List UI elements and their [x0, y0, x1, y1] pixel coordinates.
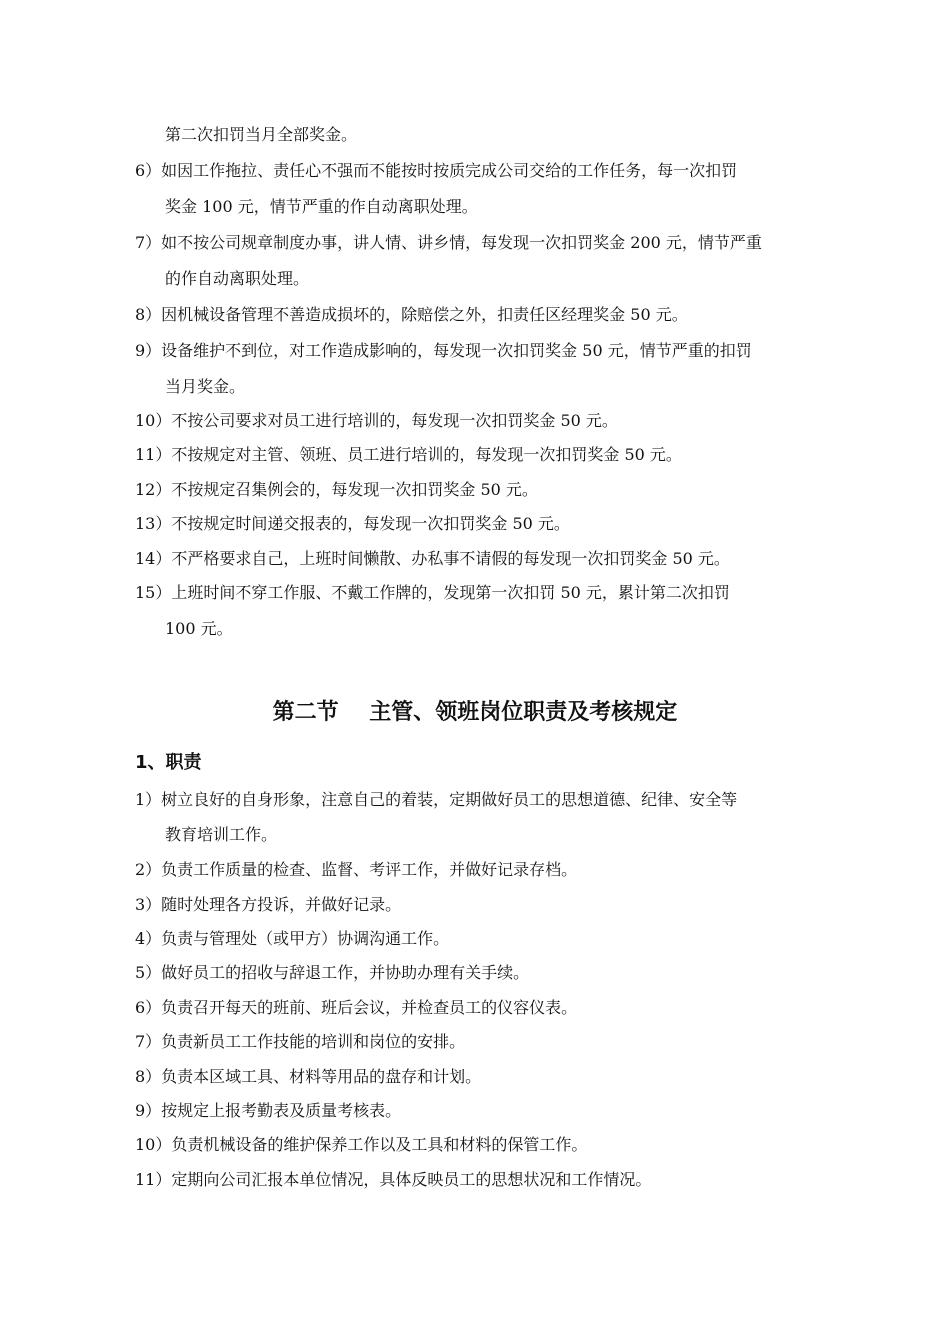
text-line: 10）不按公司要求对员工进行培训的，每发现一次扣罚奖金 50 元。	[135, 411, 618, 430]
text-line: 4）负责与管理处（或甲方）协调沟通工作。	[135, 929, 450, 948]
text-line: 的作自动离职处理。	[165, 269, 310, 288]
text-line: 第二次扣罚当月全部奖金。	[165, 125, 358, 144]
subsection-title: 1、职责	[135, 752, 202, 773]
text-line: 2）负责工作质量的检查、监督、考评工作，并做好记录存档。	[135, 860, 578, 879]
text-line: 100 元。	[165, 619, 233, 638]
text-line: 10）负责机械设备的维护保养工作以及工具和材料的保管工作。	[135, 1135, 588, 1154]
text-line: 5）做好员工的招收与辞退工作，并协助办理有关手续。	[135, 963, 530, 982]
text-line: 13）不按规定时间递交报表的，每发现一次扣罚奖金 50 元。	[135, 514, 570, 533]
text-line: 15）上班时间不穿工作服、不戴工作牌的，发现第一次扣罚 50 元，累计第二次扣罚	[135, 583, 730, 602]
text-line: 6）如因工作拖拉、责任心不强而不能按时按质完成公司交给的工作任务，每一次扣罚	[135, 161, 738, 180]
section-title: 第二节 主管、领班岗位职责及考核规定	[272, 700, 678, 725]
text-line: 8）因机械设备管理不善造成损坏的，除赔偿之外，扣责任区经理奖金 50 元。	[135, 305, 688, 324]
text-line: 11）定期向公司汇报本单位情况，具体反映员工的思想状况和工作情况。	[135, 1170, 652, 1189]
text-line: 奖金 100 元，情节严重的作自动离职处理。	[165, 197, 478, 216]
text-line: 8）负责本区域工具、材料等用品的盘存和计划。	[135, 1067, 482, 1086]
text-line: 6）负责召开每天的班前、班后会议，并检查员工的仪容仪表。	[135, 998, 578, 1017]
text-line: 11）不按规定对主管、领班、员工进行培训的，每发现一次扣罚奖金 50 元。	[135, 445, 682, 464]
text-line: 14）不严格要求自己，上班时间懒散、办私事不请假的每发现一次扣罚奖金 50 元。	[135, 549, 730, 568]
text-line: 3）随时处理各方投诉，并做好记录。	[135, 895, 402, 914]
text-line: 教育培训工作。	[165, 825, 278, 844]
text-line: 1）树立良好的自身形象，注意自己的着装，定期做好员工的思想道德、纪律、安全等	[135, 790, 738, 809]
text-line: 9）按规定上报考勤表及质量考核表。	[135, 1101, 402, 1120]
text-line: 12）不按规定召集例会的，每发现一次扣罚奖金 50 元。	[135, 480, 538, 499]
text-line: 当月奖金。	[165, 377, 246, 396]
text-line: 7）负责新员工工作技能的培训和岗位的安排。	[135, 1032, 466, 1051]
text-line: 7）如不按公司规章制度办事，讲人情、讲乡情，每发现一次扣罚奖金 200 元，情节严重	[135, 233, 762, 252]
text-line: 9）设备维护不到位，对工作造成影响的，每发现一次扣罚奖金 50 元，情节严重的扣罚	[135, 341, 752, 360]
